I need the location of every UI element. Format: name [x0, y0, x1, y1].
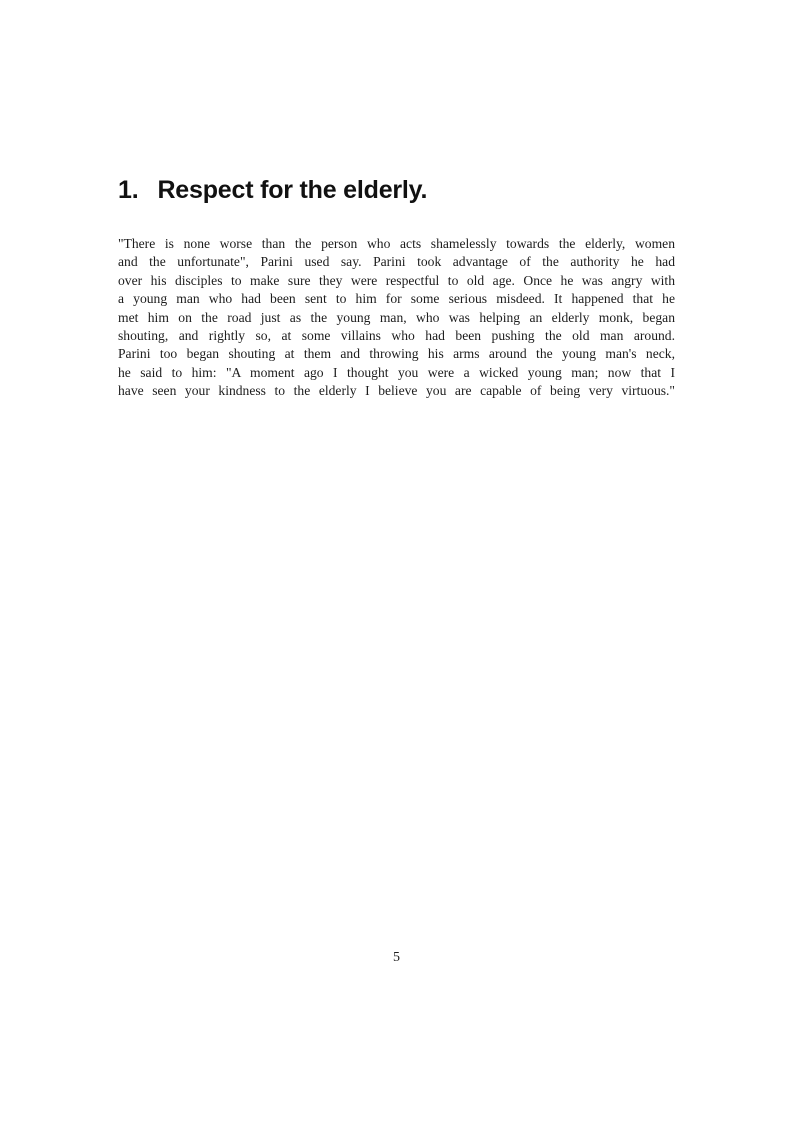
paragraph-line: shouting, and rightly so, at some villains who had been pushing the old man around. [118, 328, 675, 344]
paragraph-line: Parini too began shouting at them and throwing his arms around the young man's neck, [118, 346, 675, 362]
section-heading [118, 176, 427, 205]
page-number: 5 [393, 950, 400, 965]
paragraph-line: and the unfortunate", Parini used say. Parini took advantage of the authority he had [118, 254, 675, 270]
paragraph-line: over his disciples to make sure they were respectful to old age. Once he was angry with [118, 272, 675, 288]
paragraph-line: met him on the road just as the young man, who was helping an elderly monk, began [118, 309, 675, 325]
section-number: 1. [118, 176, 139, 204]
body-paragraph [118, 235, 675, 401]
paragraph-line: "There is none worse than the person who acts shamelessly towards the elderly, women [118, 236, 675, 251]
paragraph-line: a young man who had been sent to him for some serious misdeed. It happened that he [118, 291, 675, 307]
section-title: Respect for the elderly. [157, 176, 428, 204]
paragraph-line: have seen your kindness to the elderly I believe you are capable of being very virtuous." [118, 383, 675, 399]
paragraph-line: he said to him: "A moment ago I thought you were a wicked young man; now that I [118, 364, 675, 380]
